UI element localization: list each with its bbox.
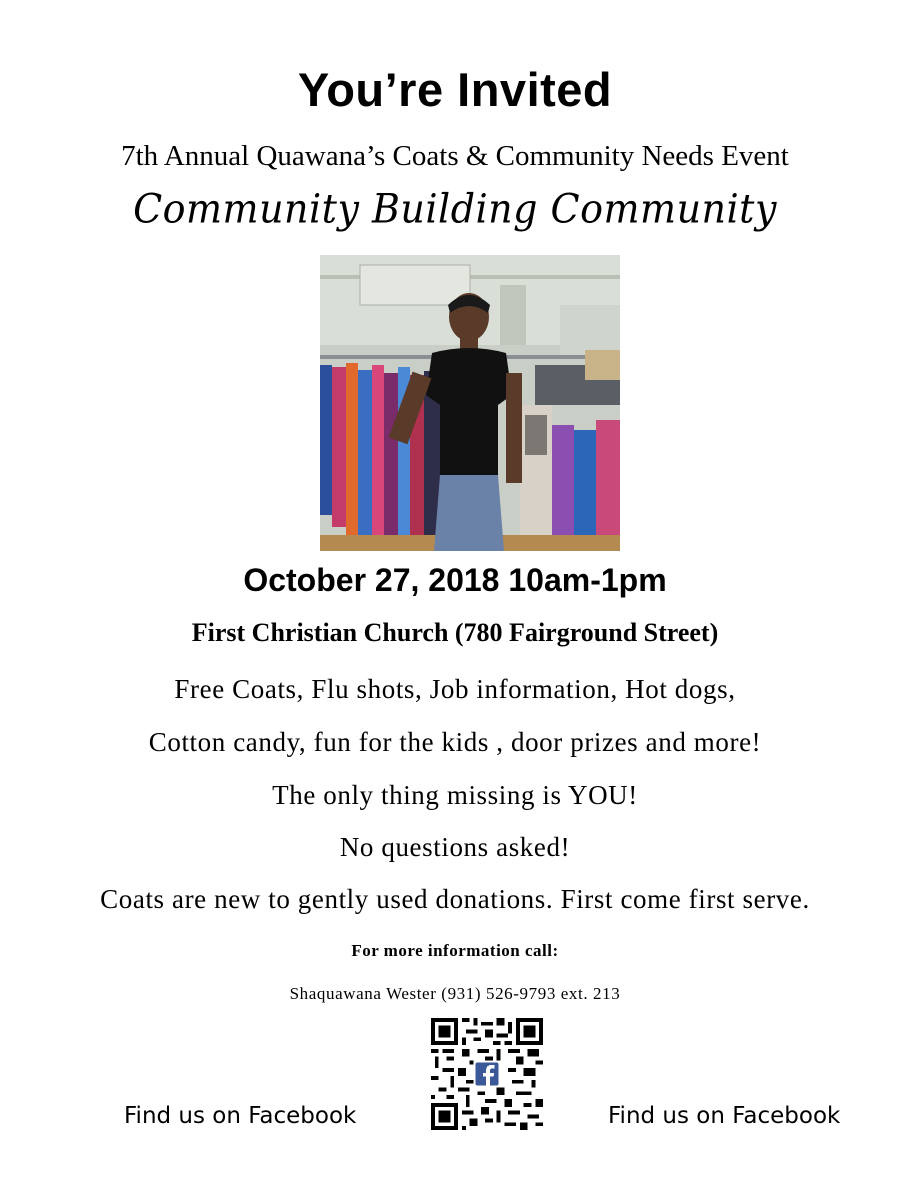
event-datetime: October 27, 2018 10am-1pm	[243, 562, 667, 598]
facebook-label-left: Find us on Facebook	[124, 1103, 357, 1129]
detail-line: Coats are new to gently used donations. First come first serve.	[100, 884, 810, 914]
event-tagline: Community Building Community	[133, 185, 777, 233]
qr-code[interactable]	[430, 1018, 544, 1130]
detail-line: The only thing missing is YOU!	[272, 780, 638, 810]
contact-line: Shaquawana Wester (931) 526-9793 ext. 213	[289, 984, 621, 1003]
event-photo	[320, 255, 620, 551]
detail-line: No questions asked!	[339, 832, 571, 862]
contact-heading: For more information call:	[351, 941, 559, 960]
page-title: You’re Invited	[297, 63, 613, 116]
facebook-label-right: Find us on Facebook	[608, 1103, 841, 1129]
event-subtitle: 7th Annual Quawana’s Coats & Community Needs Event	[121, 140, 789, 172]
event-venue: First Christian Church (780 Fairground Street)	[191, 618, 719, 647]
detail-line: Free Coats, Flu shots, Job information, Hot dogs,	[174, 674, 736, 704]
detail-line: Cotton candy, fun for the kids , door prizes and more!	[148, 727, 762, 757]
